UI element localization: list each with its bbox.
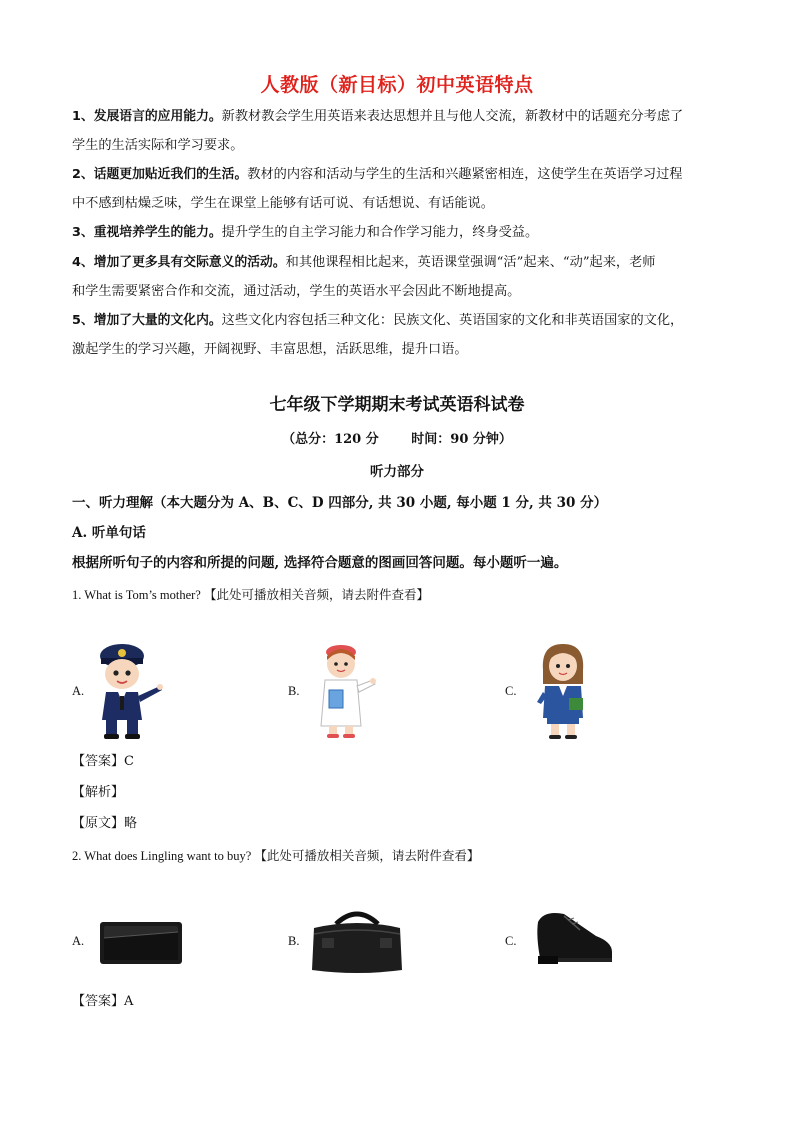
policeman-image xyxy=(92,640,164,740)
feature-text: 学生的生活实际和学习要求。 xyxy=(72,138,244,153)
original-tag: 【原文】 xyxy=(72,816,125,831)
feature-text: 和学生需要紧密合作和交流，通过活动，学生的英语水平会因此不断地提高。 xyxy=(72,284,521,299)
option-label-c: C. xyxy=(505,934,517,948)
feature-text: 提升学生的自主学习能力和合作学习能力，终身受益。 xyxy=(221,225,539,240)
answer-value: C xyxy=(124,754,134,769)
feature-text: 中不感到枯燥乏味，学生在课堂上能够有话可说、有话想说、有话能说。 xyxy=(72,196,494,211)
feature-4 xyxy=(72,248,732,306)
option-label-b: B. xyxy=(288,934,300,948)
doctor-image xyxy=(315,640,377,740)
audio-note[interactable]: 【此处可播放相关音频，请去附件查看】 xyxy=(254,848,480,863)
feature-lead: 3、重视培养学生的能力。 xyxy=(72,225,222,240)
option-label-a: A. xyxy=(72,684,85,698)
answer-1 xyxy=(72,750,134,769)
feature-text: 教材的内容和活动与学生的生活和兴趣紧密相连，这使学生在英语学习过程 xyxy=(247,167,683,182)
answer-2 xyxy=(72,990,133,1009)
exam-score: （总分：120 分 xyxy=(282,432,379,447)
feature-lead: 5、增加了大量的文化内。 xyxy=(72,313,222,328)
subsection-heading: A. 听单句话 xyxy=(72,525,146,541)
feature-text: 这些文化内容包括三种文化：民族文化、英语国家的文化和非英语国家的文化， xyxy=(221,313,684,328)
feature-lead: 2、话题更加贴近我们的生活。 xyxy=(72,167,248,182)
feature-2 xyxy=(72,160,732,218)
audio-note[interactable]: 【此处可播放相关音频，请去附件查看】 xyxy=(203,587,429,602)
exam-title: 七年级下学期期末考试英语科试卷 xyxy=(269,395,525,415)
exam-meta xyxy=(0,428,794,447)
feature-text: 新教材教会学生用英语来表达思想并且与他人交流，新教材中的话题充分考虑了 xyxy=(221,109,684,124)
part-heading: 一、听力理解（本大题分为 A、B、C、D 四部分, 共 30 小题, 每小题 1 分, 共 30 分） xyxy=(72,495,608,511)
instruction: 根据所听句子的内容和所提的问题, 选择符合题意的图画回答问题。每小题听一遍。 xyxy=(72,555,568,571)
question-prompt: 2. What does Lingling want to buy? xyxy=(72,849,252,863)
option-label-c: C. xyxy=(505,684,517,698)
section-title: 听力部分 xyxy=(370,464,424,480)
feature-lead: 4、增加了更多具有交际意义的活动。 xyxy=(72,255,286,270)
option-label-b: B. xyxy=(288,684,300,698)
answer-tag: 【答案】 xyxy=(72,754,125,769)
page-title: 人教版（新目标）初中英语特点 xyxy=(260,74,534,96)
option-label-a: A. xyxy=(72,934,85,948)
original-1 xyxy=(72,812,137,831)
bag-image xyxy=(308,904,406,976)
wallet-image xyxy=(98,918,184,968)
feature-text: 激起学生的学习兴趣，开阔视野、丰富思想，活跃思维，提升口语。 xyxy=(72,342,468,357)
question-prompt: 1. What is Tom’s mother? xyxy=(72,588,201,602)
feature-lead: 1、发展语言的应用能力。 xyxy=(72,109,222,124)
feature-3 xyxy=(72,218,732,247)
answer-value: A xyxy=(124,994,134,1009)
answer-tag: 【答案】 xyxy=(72,994,125,1009)
shoe-image xyxy=(534,906,614,968)
question-2 xyxy=(72,846,479,864)
analysis-tag: 【解析】 xyxy=(72,785,125,800)
businesswoman-image xyxy=(535,640,591,742)
feature-text: 和其他课程相比起来，英语课堂强调“活”起来、“动”起来，老师 xyxy=(285,255,656,270)
feature-1 xyxy=(72,102,732,160)
analysis-1 xyxy=(72,781,124,800)
original-value: 略 xyxy=(124,816,138,831)
question-1 xyxy=(72,585,429,603)
feature-5 xyxy=(72,306,732,364)
exam-time: 时间：90 分钟） xyxy=(411,432,512,447)
